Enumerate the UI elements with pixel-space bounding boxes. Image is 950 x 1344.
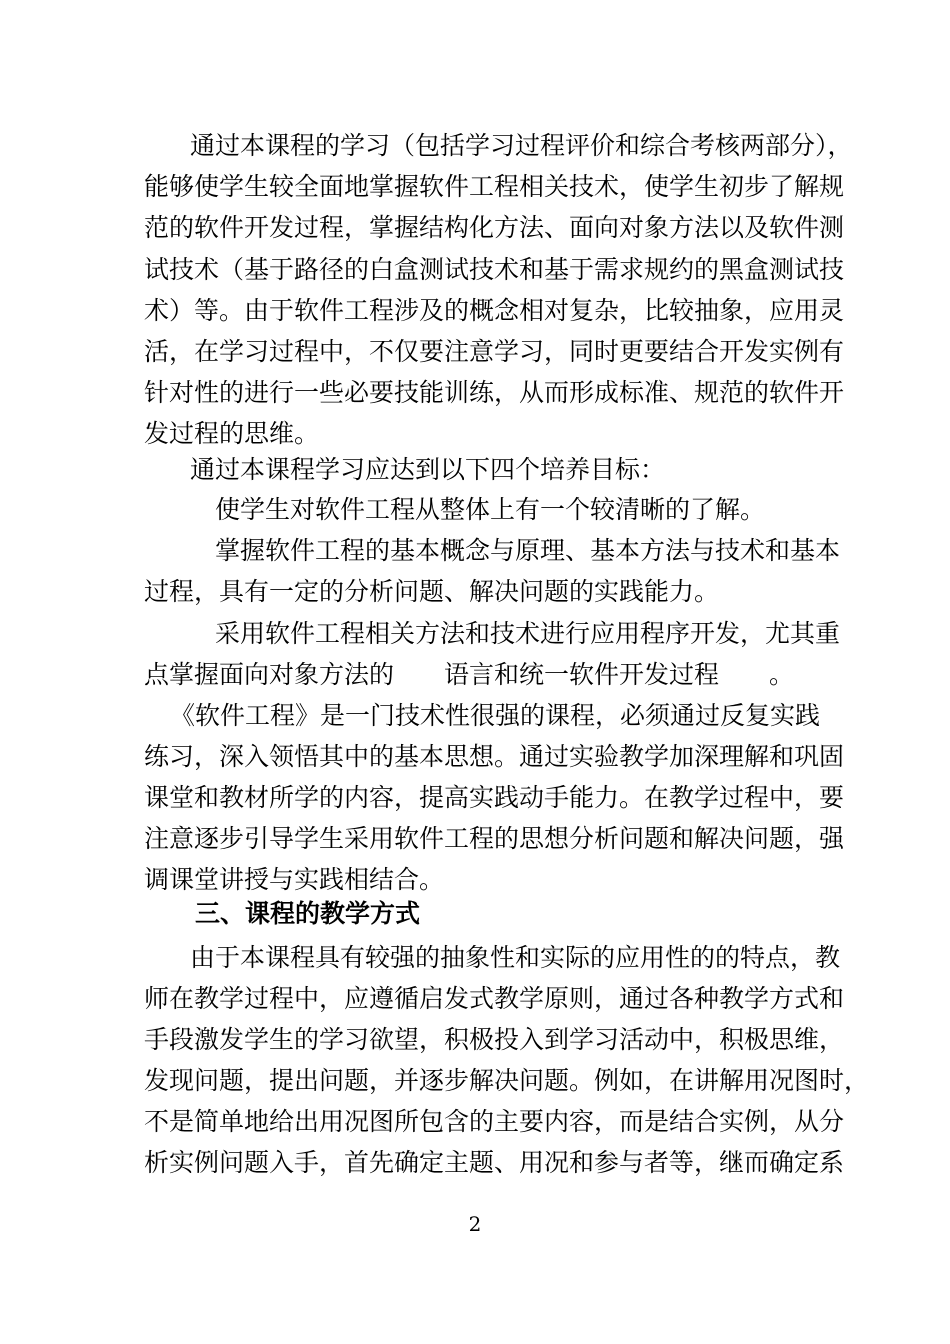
text-line: 发过程的思维。 [144, 419, 320, 448]
text-line: 通过本课程的学习（包括学习过程评价和综合考核两部分）， [190, 131, 853, 160]
text-line: 手段激发学生的学习欲望，积极投入到学习活动中，积极思维， [144, 1025, 845, 1054]
text-line: 析实例问题入手，首先确定主题、用况和参与者等，继而确定系 [144, 1148, 845, 1177]
text-line: 调课堂讲授与实践相结合。 [144, 865, 445, 894]
page-number: 2 [468, 1212, 482, 1236]
text-line: 掌握软件工程的基本概念与原理、基本方法与技术和基本 [215, 536, 841, 565]
text-line: 点掌握面向对象方法的 语言和统一软件开发过程 。 [144, 660, 795, 689]
text-line: 不是简单地给出用况图所包含的主要内容，而是结合实例，从分 [144, 1107, 845, 1136]
text-line: 《软件工程》是一门技术性很强的课程，必须通过反复实践 [170, 701, 821, 730]
text-line: 采用软件工程相关方法和技术进行应用程序开发，尤其重 [215, 619, 841, 648]
text-line: 课堂和教材所学的内容，提高实践动手能力。在教学过程中，要 [144, 783, 845, 812]
text-line: 试技术（基于路径的白盒测试技术和基于需求规约的黑盒测试技 [144, 255, 845, 284]
text-line: 活，在学习过程中，不仅要注意学习，同时更要结合开发实例有 [144, 337, 845, 366]
text-line: 由于本课程具有较强的抽象性和实际的应用性的的特点，教 [190, 943, 841, 972]
text-line: 发现问题，提出问题，并逐步解决问题。例如，在讲解用况图时， [144, 1066, 870, 1095]
text-line: 能够使学生较全面地掌握软件工程相关技术，使学生初步了解规 [144, 172, 845, 201]
text-line: 注意逐步引导学生采用软件工程的思想分析问题和解决问题，强 [144, 824, 845, 853]
text-line: 过程，具有一定的分析问题、解决问题的实践能力。 [144, 577, 720, 606]
text-line: 使学生对软件工程从整体上有一个较清晰的了解。 [215, 495, 766, 524]
text-line: 通过本课程学习应达到以下四个培养目标： [190, 455, 666, 484]
text-line: 范的软件开发过程，掌握结构化方法、面向对象方法以及软件测 [144, 213, 845, 242]
text-line: 师在教学过程中，应遵循启发式教学原则，通过各种教学方式和 [144, 984, 845, 1013]
text-line: 练习，深入领悟其中的基本思想。通过实验教学加深理解和巩固 [144, 742, 845, 771]
text-line: 针对性的进行一些必要技能训练，从而形成标准、规范的软件开 [144, 378, 845, 407]
section-heading: 三、课程的教学方式 [195, 899, 421, 928]
text-line: 术）等。由于软件工程涉及的概念相对复杂，比较抽象，应用灵 [144, 296, 845, 325]
